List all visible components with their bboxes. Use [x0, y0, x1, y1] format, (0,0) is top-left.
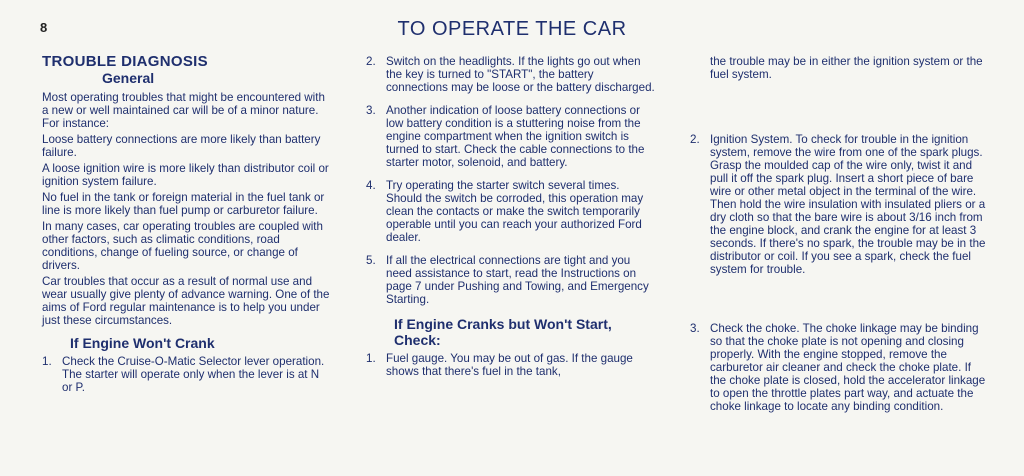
list-item: [366, 352, 656, 378]
column-right: [690, 55, 990, 423]
item-number: 2.: [366, 55, 376, 68]
list-item: [366, 55, 656, 94]
list-item: [690, 322, 990, 413]
list-item: [366, 179, 656, 244]
item-text: Ignition System. To check for trouble in the ignition system, remove the wire from one of the spark plugs. Grasp the moulded cap of the wire only, twist it and pull it off the spark plug. Insert a short piece of bare wire or other metal object in the terminal of the wire. Then hold the wire insulation with insulated pliers or a dry cloth so that the bare wire is about 3/16 inch from the engine block, and crank the engine for at least 3 seconds. If there's no spark, the trouble may be in the distributor or coil. If you see a spark, check the fuel system for trouble.: [710, 133, 986, 276]
list-item: [42, 355, 332, 394]
item-number: 1.: [42, 355, 52, 368]
item-text: Fuel gauge. You may be out of gas. If the gauge shows that there's fuel in the tank,: [386, 352, 633, 378]
column-middle: [366, 55, 656, 388]
paragraph: A loose ignition wire is more likely than distributor coil or ignition system failure.: [42, 162, 329, 188]
paragraph: Most operating troubles that might be encountered with a new or well maintained car will be of a minor nature. For instance:: [42, 91, 325, 130]
sub-title-general: General: [102, 70, 155, 86]
list-item-continued: [690, 55, 990, 81]
page-title: TO OPERATE THE CAR: [397, 18, 627, 40]
item-text: Check the Cruise-O-Matic Selector lever operation. The starter will operate only when the lever is at N or P.: [62, 355, 325, 394]
item-number: 3.: [690, 322, 700, 335]
heading-engine-cranks-wont-start: If Engine Cranks but Won't Start, Check:: [394, 316, 612, 348]
item-number: 3.: [366, 104, 376, 117]
section-title: TROUBLE DIAGNOSIS: [42, 53, 208, 70]
item-text: Check the choke. The choke linkage may be binding so that the choke plate is not opening and closing properly. With the engine stopped, remove the carburetor air cleaner and check the choke plate. If the choke plate is closed, hold the accelerator linkage to open the throttle plates part way, and actuate the choke linkage to locate any binding condition.: [710, 322, 986, 413]
list-item: [366, 254, 656, 306]
heading-engine-wont-crank: If Engine Won't Crank: [70, 335, 215, 351]
paragraph: In many cases, car operating troubles are coupled with other factors, such as climatic conditions, road conditions, change of fueling source, or change of drivers.: [42, 220, 323, 272]
item-text: Try operating the starter switch several times. Should the switch be corroded, this operation may clean the contacts or make the switch temporarily operable until you can reach your authorized Ford dealer.: [386, 179, 644, 244]
item-text: If all the electrical connections are tight and you need assistance to start, read the Instructions on page 7 under Pushing and Towing, and Emergency Starting.: [386, 254, 649, 306]
item-number: 2.: [690, 133, 700, 146]
item-text: the trouble may be in either the ignition system or the fuel system.: [710, 55, 983, 81]
paragraph: Car troubles that occur as a result of normal use and wear usually give plenty of advance warning. One of the aims of Ford regular maintenance is to help you under just these circumstances.: [42, 275, 330, 327]
column-left: [42, 55, 332, 404]
paragraph: Loose battery connections are more likely than battery failure.: [42, 133, 321, 159]
item-number: 5.: [366, 254, 376, 267]
item-number: 1.: [366, 352, 376, 365]
list-item: [690, 133, 990, 276]
item-text: Switch on the headlights. If the lights go out when the key is turned to "START", the battery connections may be loose or the battery discharged.: [386, 55, 655, 94]
item-text: Another indication of loose battery connections or low battery condition is a stuttering noise from the engine compartment when the ignition switch is turned to start. Check the cable connections to the starter motor, solenoid, and battery.: [386, 104, 645, 169]
page-number: 8: [40, 20, 48, 35]
paragraph: No fuel in the tank or foreign material in the fuel tank or line is more likely than fuel pump or carburetor failure.: [42, 191, 325, 217]
list-item: [366, 104, 656, 169]
item-number: 4.: [366, 179, 376, 192]
